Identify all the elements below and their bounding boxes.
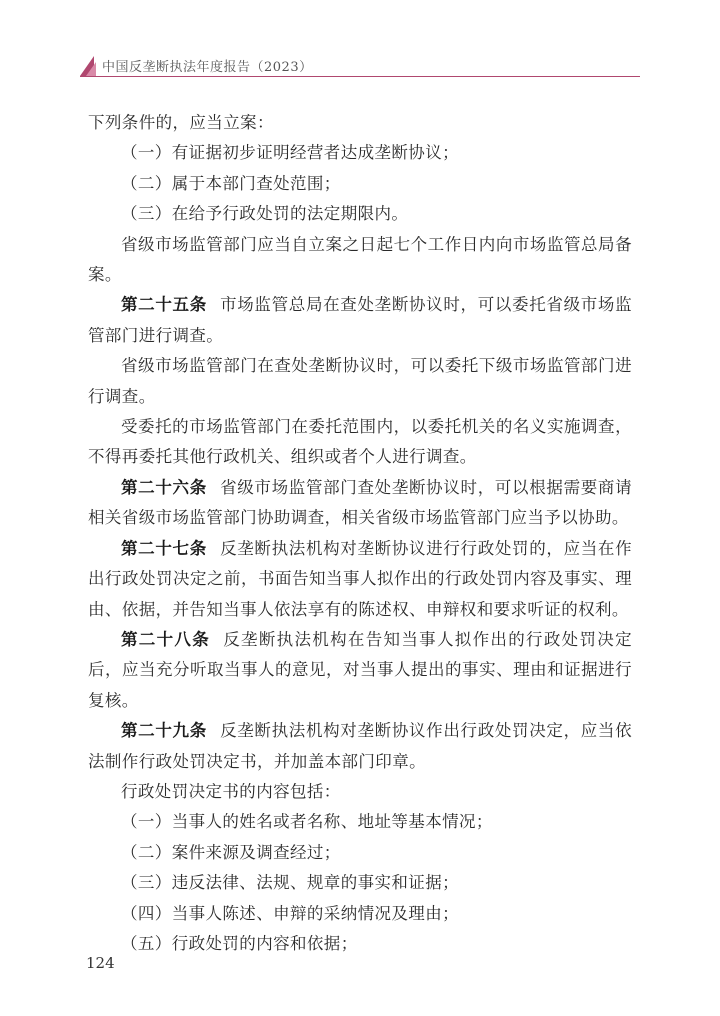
article-number: 第二十六条 xyxy=(121,477,207,497)
article-paragraph xyxy=(88,625,632,716)
article-number: 第二十九条 xyxy=(121,721,207,741)
list-item: （五）行政处罚的内容和依据； xyxy=(121,933,358,953)
paragraph-continuation: 下列条件的，应当立案： xyxy=(88,113,274,132)
paragraph: 省级市场监管部门在查处垄断协议时，可以委托下级市场监管部门进行调查。 xyxy=(88,356,632,406)
article-paragraph xyxy=(88,534,632,625)
article-text: 省级市场监管部门查处垄断协议时，可以根据需要商请相关省级市场监管部门协助调查，相关省级市场监管部门应当予以协助。 xyxy=(88,477,633,528)
paragraph: 受委托的市场监管部门在委托范围内，以委托机关的名义实施调查，不得再委托其他行政机关、组织或者个人进行调查。 xyxy=(88,417,632,467)
article-number: 第二十五条 xyxy=(121,295,207,315)
article-paragraph xyxy=(88,290,632,351)
header-divider xyxy=(80,76,640,77)
article-text: 市场监管总局在查处垄断协议时，可以委托省级市场监管部门进行调查。 xyxy=(88,295,633,345)
list-item: （三）在给予行政处罚的法定期限内。 xyxy=(121,204,409,224)
article-paragraph xyxy=(88,716,632,777)
article-number: 第二十八条 xyxy=(121,629,211,649)
list-item: （四）当事人陈述、申辩的采纳情况及理由； xyxy=(121,903,459,923)
list-item: （二）案件来源及调查经过； xyxy=(121,842,341,862)
list-item: （三）违反法律、法规、规章的事实和证据； xyxy=(121,873,459,893)
paragraph: 省级市场监管部门应当自立案之日起七个工作日内向市场监管总局备案。 xyxy=(88,234,632,285)
article-paragraph xyxy=(88,473,632,534)
list-item: （一）当事人的姓名或者名称、地址等基本情况； xyxy=(121,812,493,832)
article-number: 第二十七条 xyxy=(121,538,207,558)
body-text xyxy=(88,108,632,959)
list-item: （二）属于本部门查处范围； xyxy=(121,173,341,193)
article-text: 反垄断执法机构对垄断协议进行行政处罚的，应当在作出行政处罚决定之前，书面告知当事人拟作出的行政处罚内容及事实、理由、依据，并告知当事人依法享有的陈述权、申辩权和要求听证的权利。 xyxy=(88,538,633,619)
page-number: 124 xyxy=(86,954,115,972)
header-ribbon-accent-icon xyxy=(86,62,96,76)
article-text: 反垄断执法机构对垄断协议作出行政处罚决定，应当依法制作行政处罚决定书，并加盖本部门印章。 xyxy=(88,721,633,771)
header-title: 中国反垄断执法年度报告（2023） xyxy=(102,60,313,75)
article-text: 反垄断执法机构在告知当事人拟作出的行政处罚决定后，应当充分听取当事人的意见，对当事人提出的事实、理由和证据进行复核。 xyxy=(88,629,633,710)
list-item: （一）有证据初步证明经营者达成垄断协议； xyxy=(121,143,459,163)
paragraph: 行政处罚决定书的内容包括： xyxy=(121,781,341,801)
running-header xyxy=(80,48,640,88)
